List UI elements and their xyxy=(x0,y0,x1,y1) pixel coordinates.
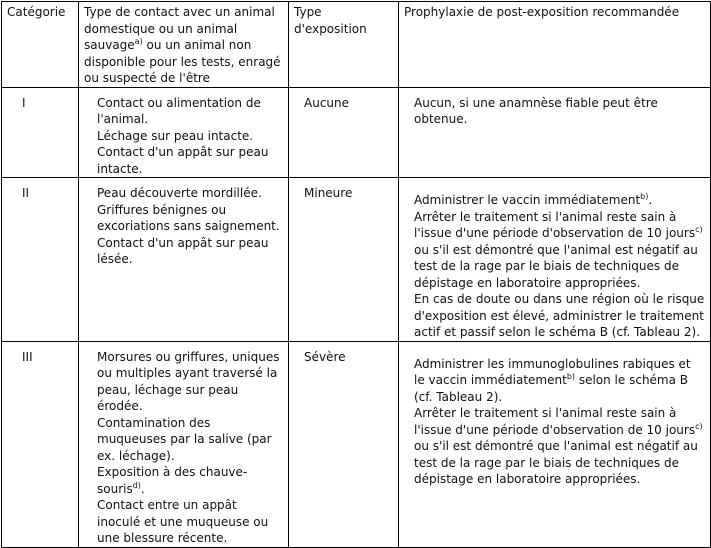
header-prophylaxie: Prophylaxie de post-exposition recommandée xyxy=(399,2,711,88)
header-type-exposition: Type d'exposition xyxy=(289,2,399,88)
table-row xyxy=(2,178,711,342)
cell-prophylaxie: Administrer le vaccin immédiatement$^{b)}$. Arrêter le traitement si l'animal reste sain à l'issue d'une période d'observation de 10 jours$^{c)}$ ou s'il est démontré que l'animal est négatif au test de la rage par le biais de techniques de dépistage en laboratoire appropriées. En cas de doute ou dans une région où le risque d'exposition est élevé, administrer le traitement actif et passif selon le schéma B (cf. Tableau 2). xyxy=(399,178,711,342)
cell-prophylaxie: Aucun, si une anamnèse fiable peut être obtenue. xyxy=(399,87,711,178)
cell-contact: Contact ou alimentation de l'animal. Léchage sur peau intacte. Contact d'un appât sur peau intacte. xyxy=(79,87,289,178)
cell-exposition: Sévère xyxy=(289,341,399,547)
cell-exposition: Aucune xyxy=(289,87,399,178)
cell-categorie: III xyxy=(2,341,79,547)
cell-categorie: I xyxy=(2,87,79,178)
cell-categorie: II xyxy=(2,178,79,342)
cell-contact: Morsures ou griffures, uniques ou multiples ayant traversé la peau, léchage sur peau érodée. Contamination des muqueuses par la salive (par ex. léchage). Exposition à des chauve-souris$^{d)}$. Contact entre un appât inoculé et une muqueuse ou une blessure récente. xyxy=(79,341,289,547)
header-categorie: Catégorie xyxy=(2,2,79,88)
table-header-row xyxy=(2,2,711,88)
cell-exposition: Mineure xyxy=(289,178,399,342)
cell-prophylaxie: Administrer les immunoglobulines rabiques et le vaccin immédiatement$^{b)}$ selon le schéma B (cf. Tableau 2). Arrêter le traitement si l'animal reste sain à l'issue d'une période d'observation de 10 jours$^{c)}$ ou s'il est démontré que l'animal est négatif au test de la rage par le biais de techniques de dépistage en laboratoire appropriées. xyxy=(399,341,711,547)
cell-contact: Peau découverte mordillée. Griffures bénignes ou excoriations sans saignement. Contact d'un appât sur peau lésée. xyxy=(79,178,289,342)
table-row xyxy=(2,87,711,178)
rabies-exposure-table xyxy=(1,1,711,548)
header-type-contact: Type de contact avec un animal domestique ou un animal sauvage$^{a)}$ ou un animal non disponible pour les tests, enragé ou suspecté de l'être xyxy=(79,2,289,88)
table-row xyxy=(2,341,711,547)
